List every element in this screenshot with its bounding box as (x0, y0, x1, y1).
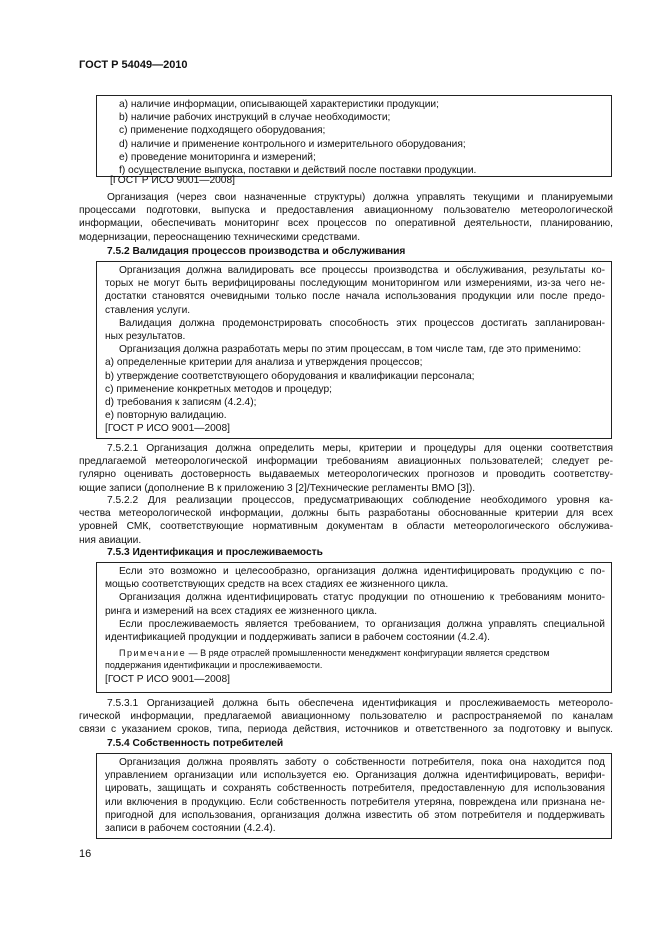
section-heading-7-5-3: 7.5.3 Идентификация и прослеживаемость (107, 547, 323, 558)
list-item: b) наличие рабочих инструкций в случае необходимости; (119, 112, 391, 124)
text-line: информации, обеспечивать мониторинг всех процессов по оперативной деятельности, планированию, (79, 218, 613, 230)
text-line: мощью соответствующих средств на всех стадиях ее жизненного цикла. (105, 579, 449, 591)
text-line: уровней СМК, соответствующие нормативным документам в области метеорологического обслужива- (79, 521, 613, 533)
text-line: идентификацией продукции и поддерживать записи в рабочем состоянии (4.2.4). (105, 632, 490, 644)
text-line: Если прослеживаемость является требованием, то организация должна управлять специальной (119, 618, 605, 630)
quote-box-2 (96, 261, 612, 439)
text-line: ных результатов. (105, 331, 186, 343)
text-line: процессами подготовки, выпуска и предоставления авиационному пользователю метеорологической (79, 205, 613, 217)
text-line: чества метеорологической информации, должны быть разработаны обоснованные критерии для всех (79, 508, 613, 520)
text-line: Организация должна разработать меры по этим процессам, в том числе там, где это применимо: (119, 344, 582, 356)
paragraph-7-5-2-1 (79, 442, 613, 495)
quote-box-1 (96, 95, 612, 177)
text-line: гулярно оценивать достоверность выдаваемых метеорологических прогнозов и проводить соответству- (79, 469, 613, 481)
note-text-line2: поддержания идентификации и прослеживаемости. (105, 660, 323, 671)
text-line: Организация (через свои назначенные структуры) должна управлять текущими и планируемыми (107, 192, 613, 203)
text-line: Если это возможно и целесообразно, организация должна идентифицировать продукцию с по- (119, 566, 605, 577)
text-line: Организация должна проявлять заботу о собственности потребителя, пока она находится под (119, 757, 605, 768)
text-line: 7.5.2.1 Организация должна определить меры, критерии и процедуры для оценки соответствия (107, 443, 613, 454)
text-line: управлением организации или используется ею. Организация должна идентифицировать, верифи- (105, 770, 605, 782)
note-text: — В ряде отраслей промышленности менеджмент конфигурации является средством (186, 648, 550, 659)
text-line: ния авиации. (79, 534, 142, 546)
source-reference: [ГОСТ Р ИСО 9001—2008] (105, 423, 230, 435)
note (105, 644, 605, 673)
text-line: гической информации, предлагаемой авиационному пользователю и распространяемой по каналам (79, 711, 613, 723)
list-item: e) повторную валидацию. (105, 410, 227, 422)
text-line: 7.5.3.1 Организацией должна быть обеспечена идентификация и прослеживаемость метеороло- (107, 698, 613, 709)
text-line: модернизации, переоснащению техническими средствами. (79, 231, 361, 243)
document-header: ГОСТ Р 54049—2010 (79, 59, 188, 71)
text-line: ринга и измерений на всех стадиях ее жизненного цикла. (105, 605, 378, 617)
text-line: Организация должна идентифицировать статус продукции по отношению к требованиям монито- (119, 592, 605, 604)
list-item: e) проведение мониторинга и измерений; (119, 151, 316, 163)
section-heading-7-5-4: 7.5.4 Собственность потребителей (107, 738, 284, 749)
list-item: c) применение подходящего оборудования; (119, 125, 326, 137)
note-label: Примечание (119, 648, 187, 659)
page-number: 16 (79, 848, 92, 860)
text-line: цировать, защищать и сохранять собственность потребителя, предоставленную для использования (105, 783, 605, 795)
list-item: a) наличие информации, описывающей характеристики продукции; (119, 99, 439, 110)
list-item: b) утверждение соответствующего оборудования и квалификации персонала; (105, 370, 475, 382)
text-line: ставления услуги. (105, 304, 191, 316)
text-line: достатки становятся очевидными только после начала использования продукции или после предо- (105, 291, 605, 303)
list-item: d) требования к записям (4.2.4); (105, 397, 257, 409)
list-item: a) определенные критерии для анализа и утверждения процессов; (105, 357, 423, 369)
paragraph-7-5-2-2 (79, 494, 613, 547)
quote-box-3 (96, 562, 612, 693)
list-item: f) осуществление выпуска, поставки и действий после поставки продукции. (119, 165, 477, 177)
text-line: пригодной для использования, организация должна известить об этом потребителя и поддерживать (105, 809, 605, 821)
text-line: записи в рабочем состоянии (4.2.4). (105, 823, 276, 835)
text-line: Организация должна валидировать все процессы производства и обслуживания, результаты ко- (119, 265, 605, 276)
source-reference: [ГОСТ Р ИСО 9001—2008] (110, 175, 235, 186)
text-line: торых не могут быть верифицированы последующим мониторингом или измерениями, из-за чего не- (105, 278, 605, 290)
section-heading-7-5-2: 7.5.2 Валидация процессов производства и обслуживания (107, 246, 406, 257)
quote-box-4 (96, 753, 612, 839)
paragraph-7-5-3-1 (79, 697, 613, 737)
text-line: связи с указанием сроков, типа, периода действия, источников и ответственного за подготовку и выпуск. (79, 724, 613, 736)
list-item: c) применение конкретных методов и процедур; (105, 383, 332, 395)
list-item: d) наличие и применение контрольного и измерительного оборудования; (119, 138, 466, 150)
text-line: или включения в продукцию. Если собственность потребителя утеряна, повреждена или признана не- (105, 796, 605, 808)
text-line: 7.5.2.2 Для реализации процессов, предусматривающих соблюдение необходимого уровня ка- (107, 495, 613, 506)
paragraph (79, 191, 613, 244)
text-line: предлагаемой метеорологической информации требованиям авиационных пользователей; следует ре- (79, 456, 613, 468)
source-reference: [ГОСТ Р ИСО 9001—2008] (105, 674, 230, 686)
text-line: ющие записи (дополнение В к приложению 3 [2]/Технические регламенты ВМО [3]). (79, 482, 476, 494)
text-line: Валидация должна продемонстрировать способность этих процессов достигать запланирован- (119, 317, 605, 329)
